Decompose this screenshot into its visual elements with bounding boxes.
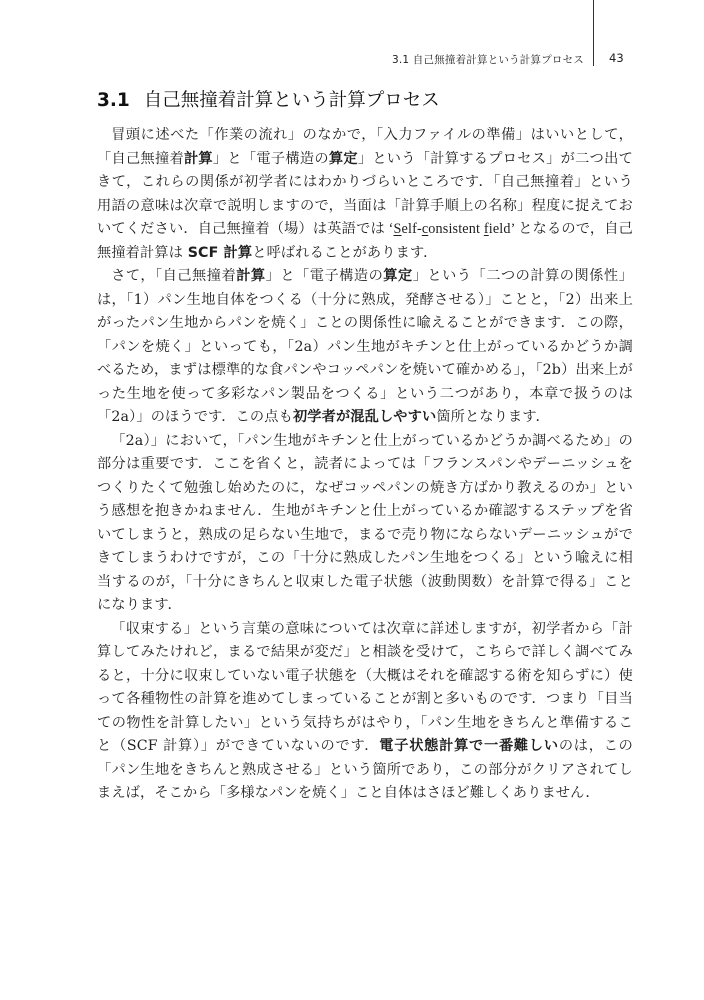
emphasis-text: 計算 (236, 268, 266, 284)
text-run: 冒頭に述べた「作業の流れ」のなかで，「入力ファイルの準備」はいいとして，「自己無撞着 (97, 127, 633, 167)
text-run: 」という「二つの計算の関係性」は，「1）パン生地自体をつくる（十分に熟成，発酵させる）」ことと，「2）出来上がったパン生地からパンを焼く」ことの関係性に喩えることができます．この際，「パンを焼く」といっても，「2a）パン生地がキチンと仕上がっているかどうか調べるため，まずは標準的な食パンやコッペパンを焼いて確かめる」，「2b）出来上がった生地を使って多彩なパン製品をつくる」という二つがあり，本章で扱うのは「2a）」のほうです．この点も (97, 268, 633, 425)
paragraph-1 (97, 124, 633, 265)
underlined-letter: S (393, 221, 402, 237)
emphasis-text: 算定 (383, 268, 413, 284)
text-run: 「2a）」において，「パン生地がキチンと仕上がっているかどうか調べるため」の部分は重要です．ここを省くと，読者によっては「フランスパンやデーニッシュをつくりたくて勉強し始めたのに，なぜコッペパンの焼き方ばかり教えるのか」という感想を抱きかねません．生地がキチンと仕上がっているか確認するステップを省いてしまうと，熟成の足らない生地で，まるで売り物にならないデーニッシュができてしまうわけですが，この「十分に熟成したパン生地をつくる」という喩えに相当するのが，「十分にきちんと収束した電子状態（波動関数）を計算で得る」ことになります． (97, 432, 633, 613)
text-run: さて，「自己無撞着 (111, 268, 237, 284)
emphasis-text: SCF 計算 (187, 244, 253, 261)
text-run: 」と「電子構造の (212, 150, 329, 167)
underlined-letter: c (421, 221, 429, 237)
text-run: 」と「電子構造の (265, 268, 384, 284)
underlined-letter: f (483, 221, 489, 237)
term-part: ield (488, 221, 511, 237)
header-vertical-rule (593, 0, 594, 66)
quote-close: ’ (510, 221, 519, 237)
emphasis-text: 算定 (328, 150, 358, 167)
english-term (385, 221, 518, 237)
quote-open: ‘ (384, 221, 394, 237)
text-run: 箇所となります． (436, 409, 550, 425)
page-header (0, 0, 704, 80)
emphasis-text: 初学者が混乱しやすい (292, 409, 437, 425)
text-run: と呼ばれることがあります． (252, 244, 438, 261)
body-text (97, 124, 633, 806)
section-number: 3.1 (97, 90, 130, 111)
paragraph-3 (97, 430, 633, 618)
page-number: 43 (609, 51, 624, 65)
running-head: 3.1 自己無撞着計算という計算プロセス (391, 54, 584, 66)
text-run: となるので，自己無撞着計算は (97, 221, 633, 261)
text-run: のは，この「パン生地をきちんと熟成させる」という箇所であり，この部分がクリアされてしまえば，そこから「多様なパンを焼く」こと自体はさほど難しくありません． (97, 738, 633, 801)
text-run: 」という「計算するプロセス」が二つ出てきて，これらの関係が初学者にはわかりづらいところです．「自己無撞着」という用語の意味は次章で説明しますので，当面は「計算手順上の名称」程度に捉えておいてください．自己無撞着（場）は英語では (97, 150, 633, 237)
emphasis-text: 電子状態計算で一番難しい (379, 738, 559, 754)
emphasis-text: 計算 (183, 150, 213, 167)
text-run: 「収束する」という言葉の意味については次章に詳述しますが，初学者から「計算してみたけれど，まるで結果が変だ」と相談を受けて，こちらで詳しく調べてみると，十分に収束していない電子状態を（大概はそれを確認する術を知らずに）使って各種物性の計算を進めてしまっていることが割と多いものです．つまり「目当ての物性を計算したい」という気持ちがはやり，「パン生地をきちんと準備すること（SCF 計算）」ができていないのです． (97, 620, 633, 754)
section-heading (97, 86, 440, 112)
paragraph-4 (97, 618, 633, 806)
section-title: 自己無撞着計算という計算プロセス (143, 90, 440, 111)
term-part: onsistent (428, 221, 484, 237)
paragraph-2 (97, 265, 633, 430)
term-part: elf- (401, 221, 422, 237)
